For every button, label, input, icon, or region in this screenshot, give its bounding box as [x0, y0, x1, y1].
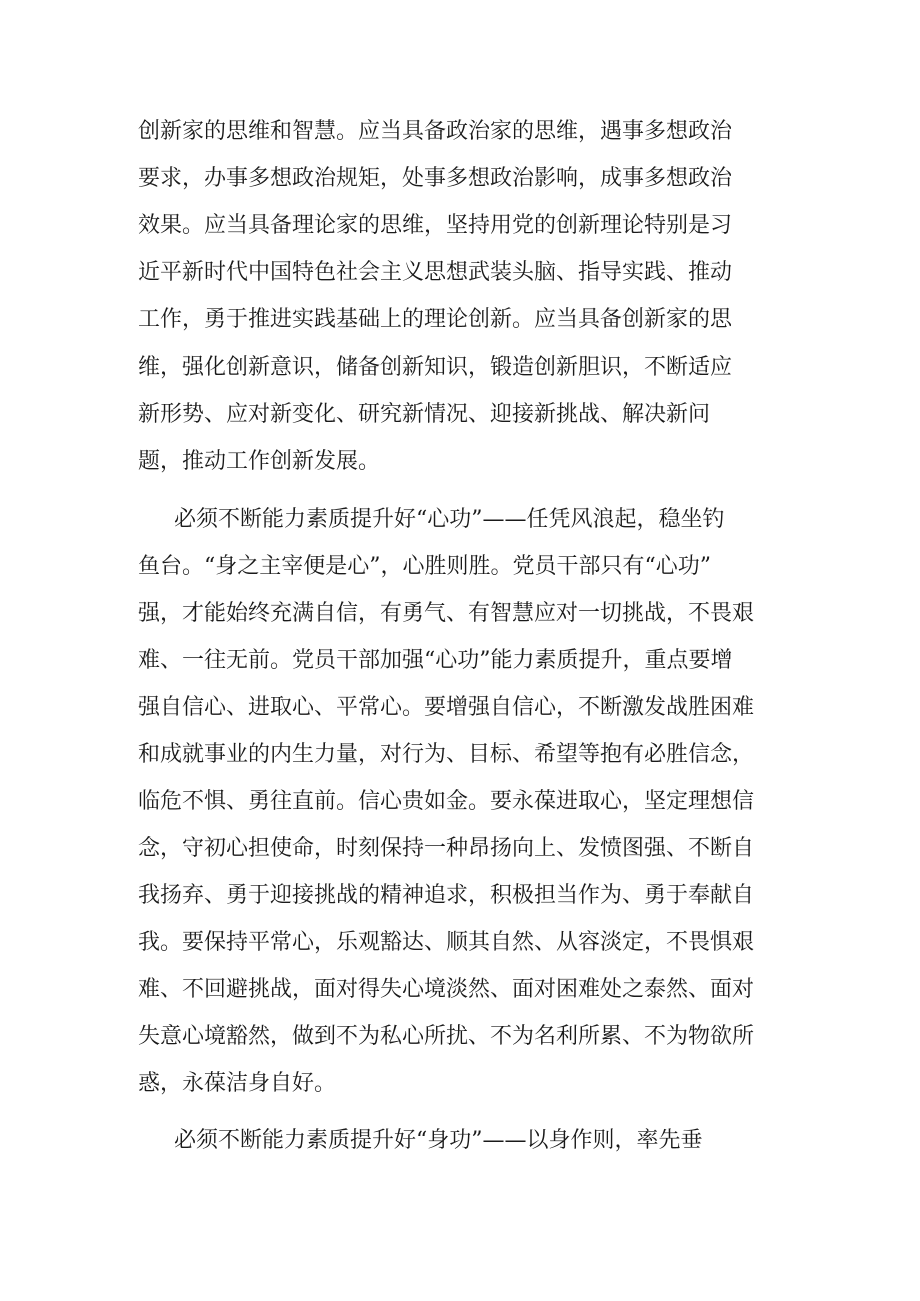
text-line: 维，强化创新意识，储备创新知识，锻造创新胆识，不断适应 [138, 355, 733, 380]
text-line: 新形势、应对新变化、研究新情况、迎接新挑战、解决新问 [138, 402, 711, 427]
text-line: 临危不惧、勇往直前。信心贵如金。要永葆进取心，坚定理想信 [138, 789, 755, 814]
text-line: 我。要保持平常心，乐观豁达、顺其自然、从容淡定，不畏惧艰 [138, 930, 755, 955]
text-line: 惑，永葆洁身自好。 [138, 1071, 337, 1096]
text-line: 要求，办事多想政治规矩，处事多想政治影响，成事多想政治 [138, 166, 733, 191]
text-line: 难、一往无前。党员干部加强“心功”能力素质提升，重点要增 [138, 648, 733, 673]
text-line: 念，守初心担使命，时刻保持一种昂扬向上、发愤图强、不断自 [138, 836, 755, 861]
paragraph-first-line: 必须不断能力素质提升好“身功”——以身作则，率先垂 [174, 1128, 703, 1153]
text-line: 难、不回避挑战，面对得失心境淡然、面对困难处之泰然、面对 [138, 977, 755, 1002]
text-line: 题，推动工作创新发展。 [138, 449, 381, 474]
text-line: 创新家的思维和智慧。应当具备政治家的思维，遇事多想政治 [138, 119, 733, 144]
text-line: 和成就事业的内生力量，对行为、目标、希望等抱有必胜信念， [138, 742, 755, 767]
text-line: 鱼台。“身之主宰便是心”，心胜则胜。党员干部只有“心功” [138, 554, 711, 579]
text-line: 我扬弃、勇于迎接挑战的精神追求，积极担当作为、勇于奉献自 [138, 883, 755, 908]
text-line: 强自信心、进取心、平常心。要增强自信心，不断激发战胜困难 [138, 695, 755, 720]
text-line: 近平新时代中国特色社会主义思想武装头脑、指导实践、推动 [138, 260, 733, 285]
text-line: 工作，勇于推进实践基础上的理论创新。应当具备创新家的思 [138, 307, 733, 332]
paragraph-first-line: 必须不断能力素质提升好“心功”——任凭风浪起，稳坐钓 [174, 507, 725, 532]
text-line: 强，才能始终充满自信，有勇气、有智慧应对一切挑战，不畏艰 [138, 601, 755, 626]
text-line: 效果。应当具备理论家的思维，坚持用党的创新理论特别是习 [138, 213, 733, 238]
text-line: 失意心境豁然，做到不为私心所扰、不为名利所累、不为物欲所 [138, 1024, 755, 1049]
